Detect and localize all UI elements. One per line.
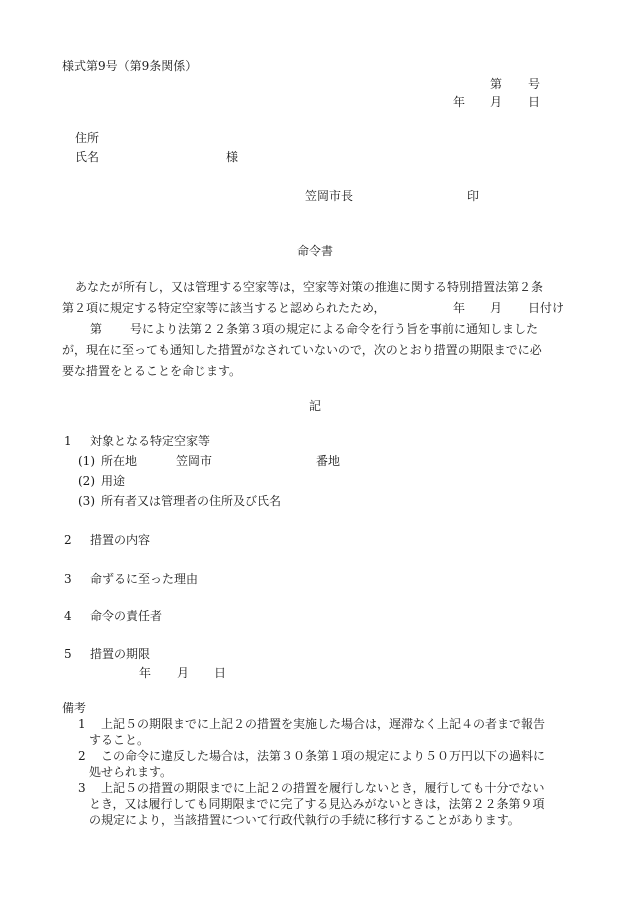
note2-line-1: この命令に違反した場合は，法第３０条第１項の規定により５０万円以下の過料に [101,749,546,763]
body-line-5: 要な措置をとることを命じます。 [62,364,242,378]
sub1-city: 笠岡市 [176,454,213,468]
body-line-2-month: 月 [490,301,503,315]
date-month: 月 [490,95,503,109]
item4-title: 命令の責任者 [90,609,163,623]
sama: 様 [226,150,239,164]
body-line-3: 号により法第２２条第３項の規定による命令を行う旨を事前に通知しました [130,322,539,336]
date-year: 年 [453,95,466,109]
note2-line-2: 処せられます。 [89,765,173,779]
doc-title: 命令書 [297,244,334,258]
note3-line-1: 上記５の措置の期限までに上記２の措置を履行しないとき，履行しても十分でない [101,781,545,795]
address-label: 住所 [75,131,100,145]
item3-num: 3 [64,572,72,586]
sub1-banchi: 番地 [316,454,341,468]
note1-line-2: すること。 [89,733,150,747]
sub2-num: (2) [78,474,95,488]
item1-title: 対象となる特定空家等 [90,434,211,448]
item2-num: 2 [64,533,72,547]
item5-month: 月 [177,666,190,680]
sub1-label: 所在地 [101,454,138,468]
item4-num: 4 [64,609,72,623]
sub3-num: (3) [78,494,95,508]
item5-year: 年 [139,666,152,680]
sub3-label: 所有者又は管理者の住所及び氏名 [101,494,282,508]
note3-num: 3 [78,781,86,795]
number-dai: 第 [490,77,503,91]
ki-mark: 記 [309,399,322,413]
item1-num: 1 [64,434,72,448]
note3-line-3: の規定により，当該措置について行政代執行の手続に移行することがあります。 [89,813,520,827]
note3-line-2: とき，又は履行しても同期限までに完了する見込みがないときは，法第２２条第９項 [89,797,545,811]
sub2-label: 用途 [101,474,126,488]
item5-day: 日 [214,666,227,680]
note1-num: 1 [78,717,86,731]
item2-title: 措置の内容 [90,533,151,547]
name-label: 氏名 [75,150,100,164]
body-line-2-day: 日付け [528,301,565,315]
notes-heading: 備考 [62,701,87,715]
body-line-4: が，現在に至っても通知した措置がなされていないので，次のとおり措置の期限までに必 [62,343,542,357]
body-line-2-year: 年 [453,301,466,315]
number-go: 号 [528,77,541,91]
body-line-1: あなたが所有し，又は管理する空家等は，空家等対策の推進に関する特別措置法第２条 [75,280,544,294]
item3-title: 命ずるに至った理由 [90,572,199,586]
seal-mark: 印 [467,189,480,203]
note1-line-1: 上記５の期限までに上記２の措置を実施した場合は，遅滞なく上記４の者まで報告 [101,717,546,731]
body-line-3-dai: 第 [90,322,103,336]
form-label: 様式第9号（第9条関係） [62,59,198,73]
body-line-2: 第２項に規定する特定空家等に該当すると認められたため， [62,301,386,315]
sender-title: 笠岡市長 [305,189,354,203]
item5-title: 措置の期限 [90,647,151,661]
date-day: 日 [528,95,541,109]
item5-num: 5 [64,647,72,661]
note2-num: 2 [78,749,86,763]
sub1-num: (1) [78,454,95,468]
